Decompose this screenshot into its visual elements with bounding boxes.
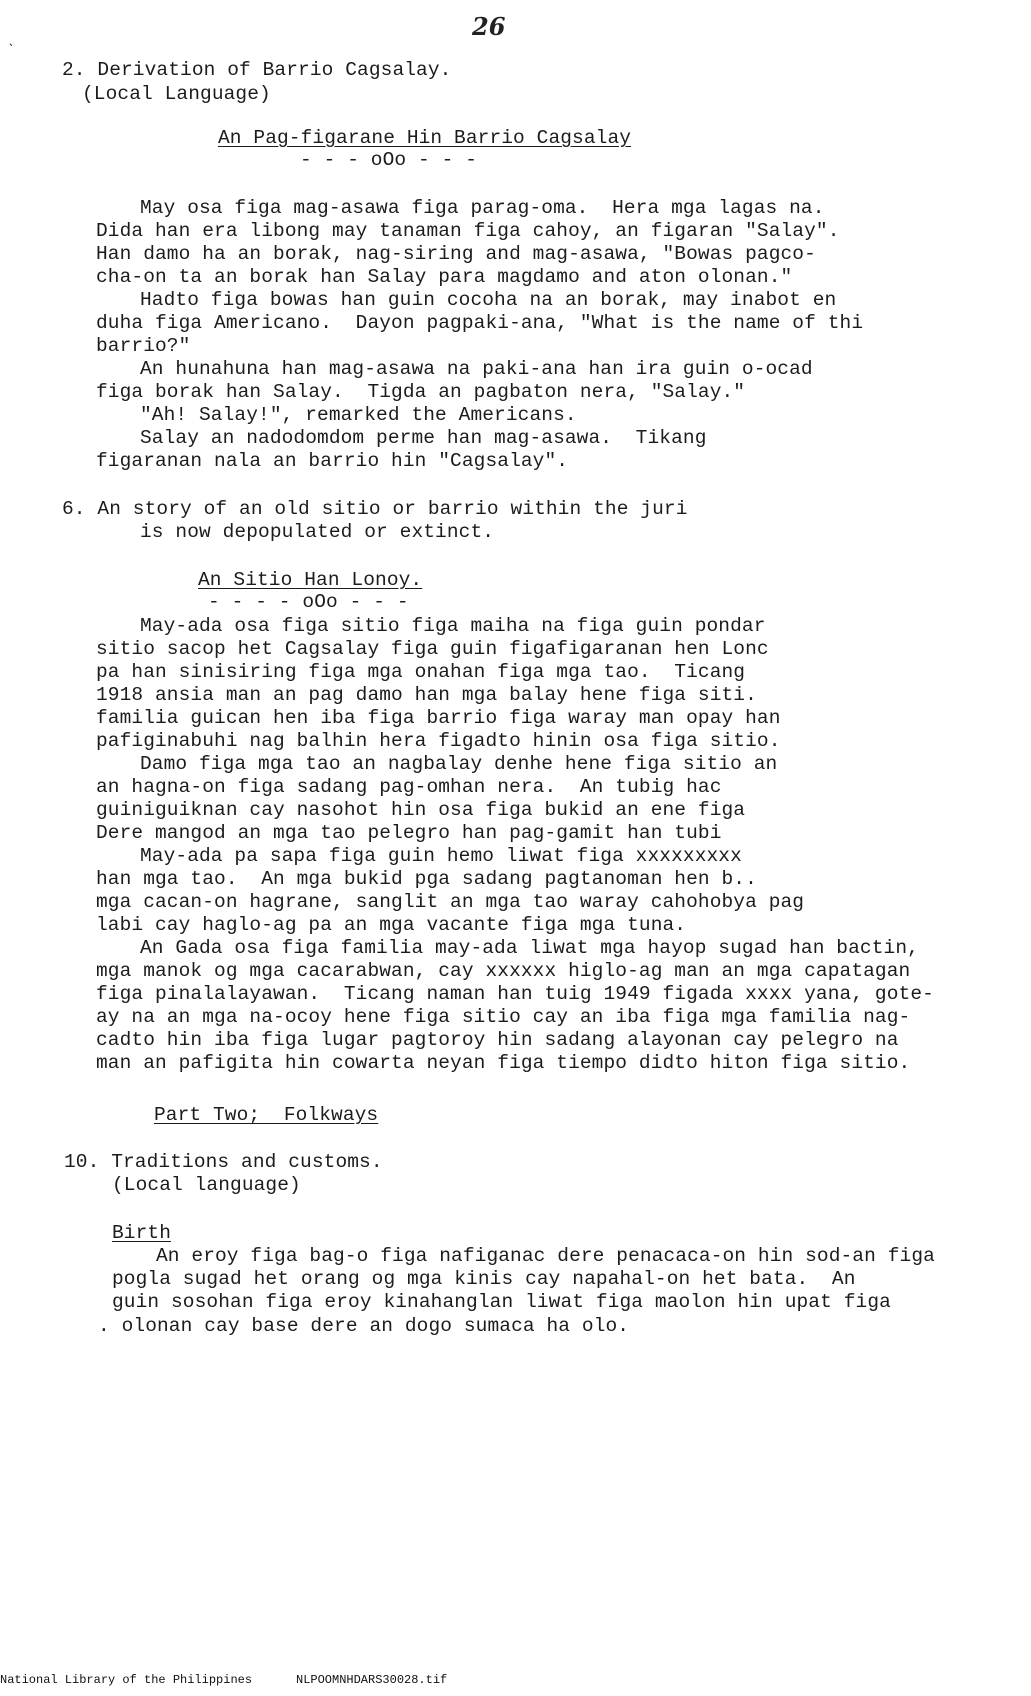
section-6-line: sitio sacop het Cagsalay figa guin figafigaranan hen Lonc [96, 638, 769, 660]
section-2-separator: - - - oOo - - - [300, 149, 478, 171]
section-10-line: pogla sugad het orang og mga kinis cay napahal-on het bata. An [112, 1268, 856, 1290]
section-2-line: May osa figa mag-asawa figa parag-oma. Hera mga lagas na. [140, 197, 825, 219]
section-10-subheading: (Local language) [112, 1174, 301, 1196]
page-number: 26 [472, 12, 506, 41]
section-6-line: Dere mangod an mga tao pelegro han pag-gamit han tubi [96, 822, 722, 844]
section-2-line: Han damo ha an borak, nag-siring and mag-asawa, "Bowas pagco- [96, 243, 816, 265]
section-6-line: figa pinalalayawan. Ticang naman han tuig 1949 figada xxxx yana, gote- [96, 983, 934, 1005]
section-2-title: An Pag-figarane Hin Barrio Cagsalay [218, 127, 632, 149]
section-2-line: figa borak han Salay. Tigda an pagbaton nera, "Salay." [96, 381, 746, 403]
footer-library: National Library of the Philippines [0, 1673, 253, 1687]
section-6-line: mga cacan-on hagrane, sanglit an mga tao waray cahohobya pag [96, 891, 805, 913]
section-6-line: man an pafigita hin cowarta neyan figa tiempo didto hiton figa sitio. [96, 1052, 911, 1074]
section-6-line: An Gada osa figa familia may-ada liwat mga hayop sugad han bactin, [140, 937, 919, 959]
section-6-separator: - - - - oOo - - - [208, 591, 409, 613]
section-2-line: barrio?" [96, 335, 191, 357]
section-2-line: Hadto figa bowas han guin cocoha na an borak, may inabot en [140, 289, 837, 311]
section-10-heading: 10. Traditions and customs. [64, 1151, 383, 1173]
section-6-line: May-ada pa sapa figa guin hemo liwat figa xxxxxxxxx [140, 845, 742, 867]
section-6-subheading: is now depopulated or extinct. [140, 521, 495, 543]
section-2-line: An hunahuna han mag-asawa na paki-ana han ira guin o-ocad [140, 358, 813, 380]
section-6-heading: 6. An story of an old sitio or barrio within the juri [62, 498, 688, 520]
section-10-line: . olonan cay base dere an dogo sumaca ha olo. [98, 1315, 630, 1337]
section-6-line: mga manok og mga cacarabwan, cay xxxxxx higlo-ag man an mga capatagan [96, 960, 911, 982]
section-6-line: ay na an mga na-ocoy hene figa sitio cay an iba figa mga familia nag- [96, 1006, 911, 1028]
section-10-line: guin sosohan figa eroy kinahanglan liwat figa maolon hin upat figa [112, 1291, 891, 1313]
section-2-line: duha figa Americano. Dayon pagpaki-ana, "What is the name of thi [96, 312, 864, 334]
section-6-line: labi cay haglo-ag pa an mga vacante figa mga tuna. [96, 914, 687, 936]
section-6-line: pafiginabuhi nag balhin hera figadto hinin osa figa sitio. [96, 730, 781, 752]
section-6-line: han mga tao. An mga bukid pga sadang pagtanoman hen b.. [96, 868, 757, 890]
section-2-subheading: (Local Language) [82, 83, 271, 105]
section-10-line: An eroy figa bag-o figa nafiganac dere penacaca-on hin sod-an figa [156, 1245, 935, 1267]
section-6-line: Damo figa mga tao an nagbalay denhe hene figa sitio an [140, 753, 778, 775]
section-6-line: 1918 ansia man an pag damo han mga balay hene figa siti. [96, 684, 757, 706]
section-6-line: an hagna-on figa sadang pag-omhan nera. An tubig hac [96, 776, 722, 798]
section-2-heading: 2. Derivation of Barrio Cagsalay. [62, 59, 452, 81]
section-6-line: pa han sinisiring figa mga onahan figa mga tao. Ticang [96, 661, 746, 683]
section-2-line: Salay an nadodomdom perme han mag-asawa. Tikang [140, 427, 707, 449]
section-6-title: An Sitio Han Lonoy. [198, 569, 423, 591]
section-2-line: cha-on ta an borak han Salay para magdamo and aton olonan." [96, 266, 793, 288]
footer-filename: NLPOOMNHDARS30028.tif [296, 1673, 448, 1687]
stray-mark: ˎ [6, 30, 16, 48]
section-6-line: guiniguiknan cay nasohot hin osa figa bukid an ene figa [96, 799, 746, 821]
section-2-line: figaranan nala an barrio hin "Cagsalay". [96, 450, 569, 472]
section-2-line: Dida han era libong may tanaman figa cahoy, an figaran "Salay". [96, 220, 840, 242]
section-6-line: familia guican hen iba figa barrio figa waray man opay han [96, 707, 781, 729]
part-two-title: Part Two; Folkways [154, 1104, 379, 1126]
section-6-line: May-ada osa figa sitio figa maiha na figa guin pondar [140, 615, 766, 637]
section-6-line: cadto hin iba figa lugar pagtoroy hin sadang alayonan cay pelegro na [96, 1029, 899, 1051]
section-2-line: "Ah! Salay!", remarked the Americans. [140, 404, 577, 426]
section-10-subtitle: Birth [112, 1222, 172, 1244]
